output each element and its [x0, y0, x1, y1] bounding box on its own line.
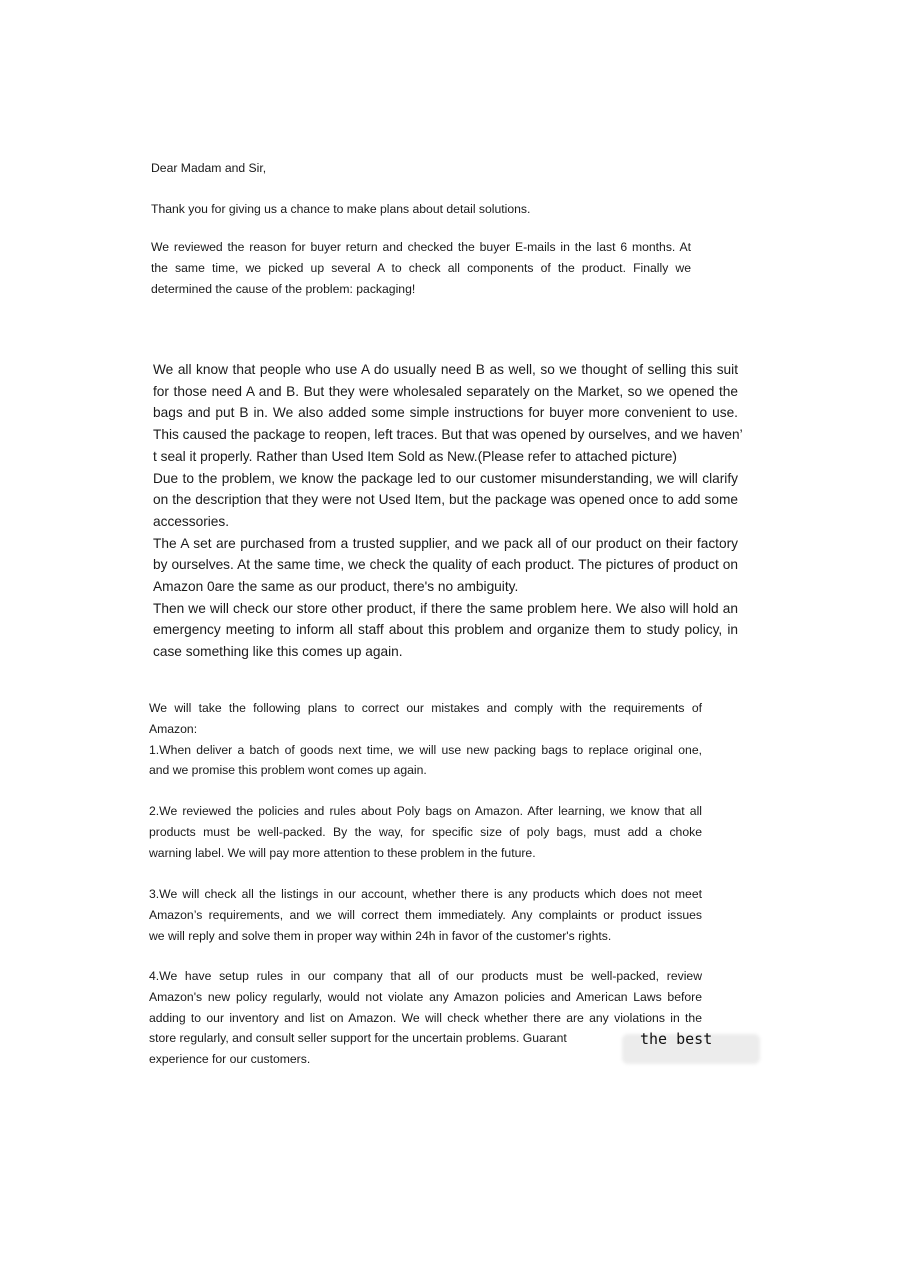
- plans-line: and we promise this problem wont comes up again.: [149, 763, 427, 778]
- explanation-line: bags and put B in. We also added some simple instructions for buyer more convenient to use.: [153, 405, 738, 421]
- typed-overlay-text: the best: [640, 1030, 713, 1048]
- explanation-line: This caused the package to reopen, left traces. But that was opened by ourselves, and we haven’: [153, 427, 743, 443]
- plan-line: we will reply and solve them in proper way within 24h in favor of the customer's rights.: [149, 928, 612, 943]
- greeting-text: Dear Madam and Sir,: [151, 161, 267, 175]
- explanation-line: for those need A and B. But they were wholesaled separately on the Market, so we opened the: [153, 383, 738, 399]
- plan-2: [149, 801, 702, 863]
- explanation-line: accessories.: [153, 513, 230, 529]
- review-paragraph: [151, 237, 691, 299]
- review-line: determined the cause of the problem: packaging!: [151, 281, 416, 296]
- plans-line: 1.When deliver a batch of goods next time, we will use new packing bags to replace original one,: [149, 742, 702, 757]
- explanation-line: case something like this comes up again.: [153, 644, 403, 660]
- plan-line: Amazon's new policy regularly, would not violate any Amazon policies and American Laws before: [149, 989, 702, 1004]
- explanation-block: [153, 359, 743, 663]
- explanation-line: Amazon 0are the same as our product, there's no ambiguity.: [153, 579, 519, 595]
- review-line: We reviewed the reason for buyer return and checked the buyer E-mails in the last 6 months. At: [151, 240, 691, 254]
- explanation-line: t seal it properly. Rather than Used Item Sold as New.(Please refer to attached picture): [153, 448, 677, 464]
- explanation-line: The A set are purchased from a trusted supplier, and we pack all of our product on their factory: [153, 535, 738, 551]
- explanation-line: by ourselves. At the same time, we check the quality of each product. The pictures of product on: [153, 557, 738, 573]
- plan-3: [149, 884, 702, 946]
- plan-4: [149, 966, 702, 1070]
- plan-line: 3.We will check all the listings in our account, whether there is any products which does not meet: [149, 887, 702, 901]
- plan-line: experience for our customers.: [149, 1052, 311, 1067]
- plans-intro: [149, 698, 702, 781]
- plan-line: warning label. We will pay more attention to these problem in the future.: [149, 845, 536, 860]
- explanation-line: emergency meeting to inform all staff about this problem and organize them to study policy, in: [153, 622, 738, 638]
- review-line: the same time, we picked up several A to check all components of the product. Finally we: [151, 260, 691, 275]
- plan-line: products must be well-packed. By the way, for specific size of poly bags, must add a choke: [149, 824, 702, 839]
- plans-line: Amazon:: [149, 721, 198, 736]
- plans-line: We will take the following plans to correct our mistakes and comply with the requirements of: [149, 701, 702, 715]
- plan-line-truncated: store regularly, and consult seller support for the uncertain problems. Guarant: [149, 1031, 567, 1046]
- explanation-line: Then we will check our store other product, if there the same problem here. We also will hold an: [153, 600, 738, 616]
- plan-line: adding to our inventory and list on Amazon. We will check whether there are any violations in the: [149, 1010, 702, 1025]
- letter-greeting: [151, 158, 266, 179]
- thanks-text: Thank you for giving us a chance to make plans about detail solutions.: [151, 202, 531, 216]
- explanation-line: on the description that they were not Used Item, but the package was opened once to add some: [153, 492, 738, 508]
- explanation-line: Due to the problem, we know the package led to our customer misunderstanding, we will clarify: [153, 470, 738, 486]
- plan-line: Amazon’s requirements, and we will correct them immediately. Any complaints or product issues: [149, 907, 702, 922]
- explanation-line: We all know that people who use A do usually need B as well, so we thought of selling this suit: [153, 362, 738, 377]
- plan-line: 2.We reviewed the policies and rules about Poly bags on Amazon. After learning, we know that all: [149, 804, 702, 818]
- plan-line: 4.We have setup rules in our company that all of our products must be well-packed, review: [149, 969, 702, 983]
- thanks-paragraph: [151, 199, 530, 220]
